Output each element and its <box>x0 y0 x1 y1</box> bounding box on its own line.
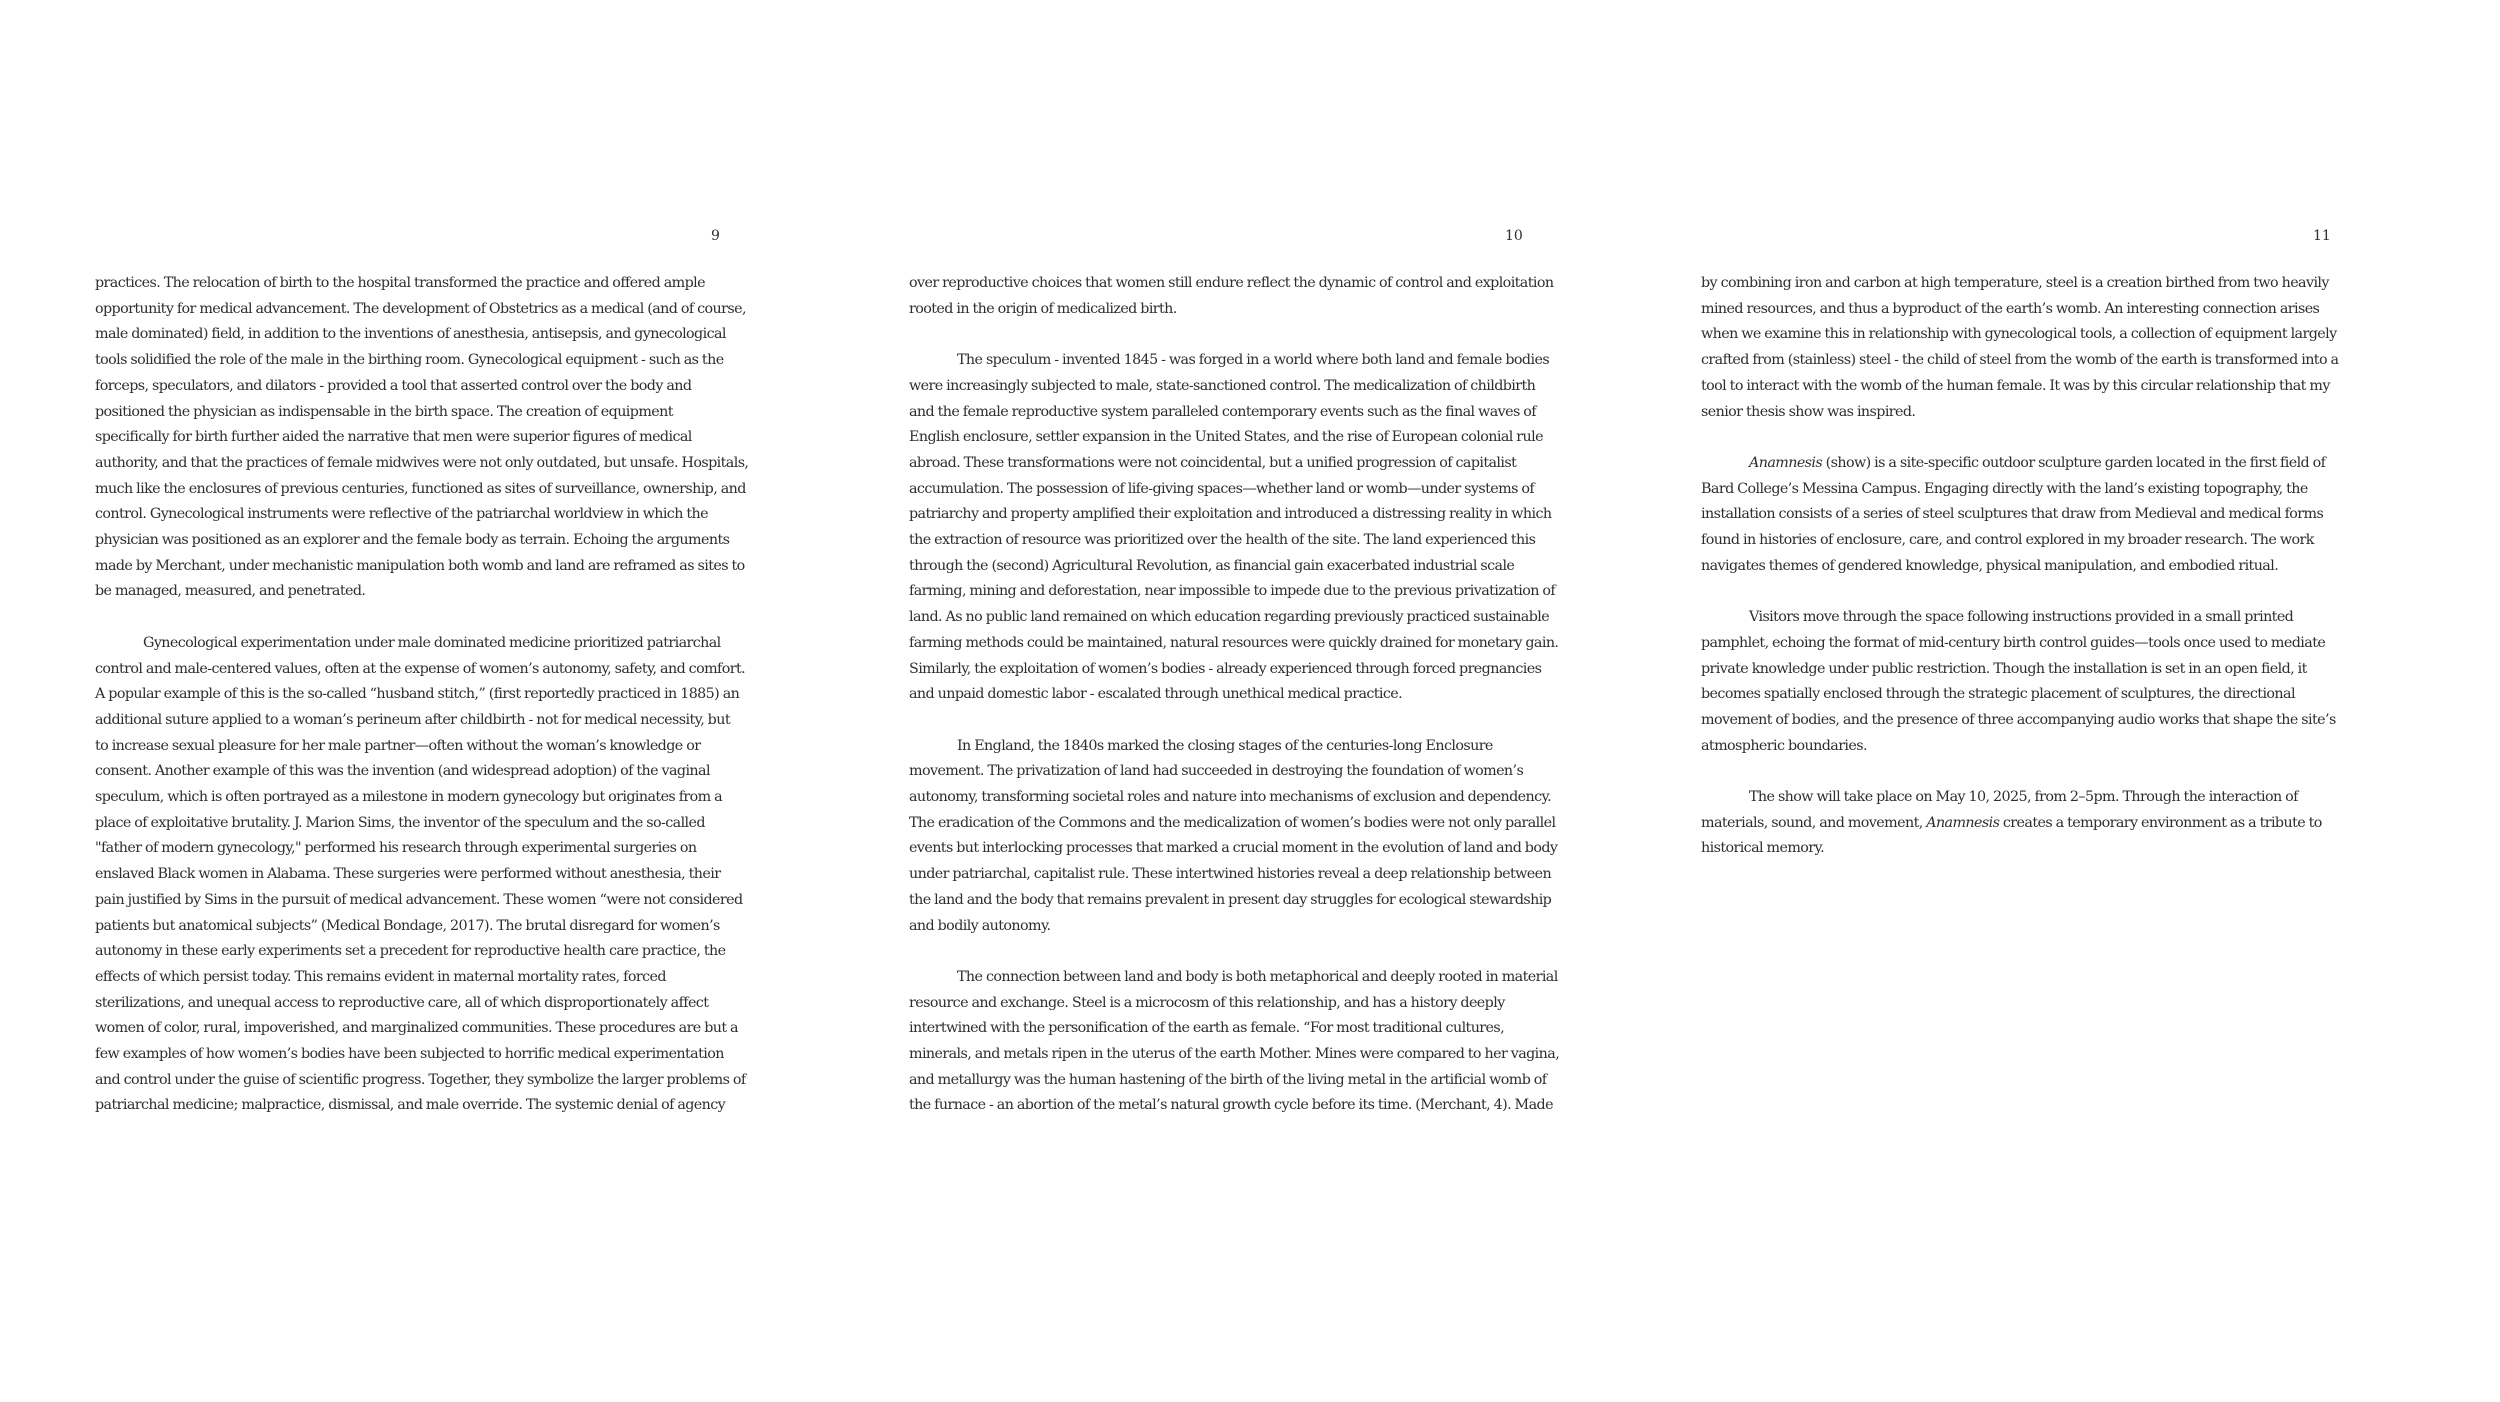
text-line: accumulation. The possession of life-giving spaces—whether land or womb—under systems of <box>909 480 1535 497</box>
text-line: effects of which persist today. This remains evident in maternal mortality rates, forced <box>95 968 666 985</box>
text-line: movement. The privatization of land had succeeded in destroying the foundation of women’s <box>909 763 1524 780</box>
text-line: practices. The relocation of birth to the hospital transformed the practice and offered ample <box>95 275 706 291</box>
text-line: and the female reproductive system paralleled contemporary events such as the final waves of <box>909 403 1536 420</box>
text-line <box>1701 811 2341 837</box>
text-line: crafted from (stainless) steel - the child of steel from the womb of the earth is transformed into a <box>1701 352 2339 369</box>
text-line: were increasingly subjected to male, state-sanctioned control. The medicalization of childbirth <box>909 377 1536 394</box>
text-line: pamphlet, echoing the format of mid-century birth control guides—tools once used to mediate <box>1701 634 2326 651</box>
text-line: atmospheric boundaries. <box>1701 737 1867 754</box>
text-line: be managed, measured, and penetrated. <box>95 583 366 600</box>
text-line: much like the enclosures of previous centuries, functioned as sites of surveillance, ownership, and <box>95 480 746 497</box>
text-line: private knowledge under public restriction. Though the installation is set in an open field, it <box>1701 660 2307 677</box>
page-number: 9 <box>711 228 720 244</box>
text-line <box>1701 451 2341 477</box>
text-run: creates a temporary environment as a tribute to <box>1999 814 2322 831</box>
page-body <box>1701 271 2341 888</box>
text-line: farming, mining and deforestation, near impossible to impede due to the previous privatization of <box>909 583 1556 600</box>
text-line: through the (second) Agricultural Revolution, as financial gain exacerbated industrial scale <box>909 557 1515 574</box>
paragraph <box>1701 605 2341 759</box>
text-line: over reproductive choices that women still endure reflect the dynamic of control and exploitation <box>909 275 1554 291</box>
text-line: the extraction of resource was prioritized over the health of the site. The land experienced this <box>909 532 1536 549</box>
text-line: rooted in the origin of medicalized birth. <box>909 300 1177 317</box>
text-line: autonomy, transforming societal roles and nature into mechanisms of exclusion and dependency. <box>909 789 1552 806</box>
text-line: and control under the guise of scientific progress. Together, they symbolize the larger problems of <box>95 1071 746 1088</box>
text-line: made by Merchant, under mechanistic manipulation both womb and land are reframed as sites to <box>95 557 745 574</box>
text-line: additional suture applied to a woman’s perineum after childbirth - not for medical necessity, but <box>95 711 730 728</box>
text-line: land. As no public land remained on which education regarding previously practiced sustainable <box>909 609 1550 626</box>
text-line: to increase sexual pleasure for her male partner—often without the woman’s knowledge or <box>95 737 701 754</box>
paragraph <box>95 271 749 605</box>
text-line: male dominated) field, in addition to the inventions of anesthesia, antisepsis, and gynecological <box>95 326 726 343</box>
text-line: positioned the physician as indispensable in the birth space. The creation of equipment <box>95 403 673 420</box>
text-line: In England, the 1840s marked the closing stages of the centuries-long Enclosure <box>957 737 1493 754</box>
text-line: abroad. These transformations were not coincidental, but a unified progression of capitalist <box>909 454 1517 471</box>
text-line: intertwined with the personification of the earth as female. “For most traditional cultures, <box>909 1020 1505 1037</box>
text-line: A popular example of this is the so-called “husband stitch,” (first reportedly practiced in 1885) an <box>95 686 740 703</box>
text-line: mined resources, and thus a byproduct of the earth’s womb. An interesting connection arises <box>1701 300 2320 317</box>
paragraph <box>909 271 1554 322</box>
paragraph <box>1701 271 2341 425</box>
page-11 <box>1701 0 2341 1402</box>
text-line: the furnace - an abortion of the metal’s natural growth cycle before its time. (Merchant, 4). Made <box>909 1097 1553 1114</box>
text-run: (show) is a site-specific outdoor sculpture garden located in the first field of <box>1822 454 2326 471</box>
text-line: under patriarchal, capitalist rule. These intertwined histories reveal a deep relationship between <box>909 866 1552 883</box>
text-line: control and male-centered values, often at the expense of women’s autonomy, safety, and comfort. <box>95 660 746 677</box>
text-line: when we examine this in relationship with gynecological tools, a collection of equipment largely <box>1701 326 2337 343</box>
text-line: autonomy in these early experiments set a precedent for reproductive health care practice, the <box>95 943 726 960</box>
text-line: navigates themes of gendered knowledge, physical manipulation, and embodied ritual. <box>1701 557 2279 574</box>
text-line: tool to interact with the womb of the human female. It was by this circular relationship that my <box>1701 377 2330 394</box>
text-line: physician was positioned as an explorer and the female body as terrain. Echoing the arguments <box>95 532 730 549</box>
text-line: English enclosure, settler expansion in the United States, and the rise of European colonial rule <box>909 429 1543 446</box>
text-line: Gynecological experimentation under male dominated medicine prioritized patriarchal <box>143 634 721 651</box>
text-line: Similarly, the exploitation of women’s bodies - already experienced through forced pregnancies <box>909 660 1542 677</box>
text-line: patients but anatomical subjects” (Medical Bondage, 2017). The brutal disregard for women’s <box>95 917 720 934</box>
text-line: The eradication of the Commons and the medicalization of women’s bodies were not only parallel <box>909 814 1556 831</box>
text-line: the land and the body that remains prevalent in present day struggles for ecological stewardship <box>909 891 1552 908</box>
text-line: becomes spatially enclosed through the strategic placement of sculptures, the directional <box>1701 686 2295 703</box>
paragraph <box>95 631 746 1119</box>
text-line: and metallurgy was the human hastening of the birth of the living metal in the artificial womb of <box>909 1071 1547 1088</box>
text-line: opportunity for medical advancement. The development of Obstetrics as a medical (and of course, <box>95 300 746 317</box>
text-line: enslaved Black women in Alabama. These surgeries were performed without anesthesia, their <box>95 866 721 883</box>
page-body <box>909 271 1560 1145</box>
page-number: 10 <box>1505 228 1523 244</box>
text-line: minerals, and metals ripen in the uterus of the earth Mother. Mines were compared to her vagina, <box>909 1046 1560 1063</box>
text-line: control. Gynecological instruments were reflective of the patriarchal worldview in which the <box>95 506 708 523</box>
page-10 <box>909 0 1560 1402</box>
paragraph <box>909 965 1560 1119</box>
text-line: senior thesis show was inspired. <box>1701 403 1916 420</box>
text-line: sterilizations, and unequal access to reproductive care, all of which disproportionately affect <box>95 994 709 1011</box>
text-line: "father of modern gynecology," performed his research through experimental surgeries on <box>95 840 697 857</box>
show-title: Anamnesis <box>1749 454 1823 471</box>
text-line: and bodily autonomy. <box>909 917 1051 934</box>
text-line: found in histories of enclosure, care, and control explored in my broader research. The work <box>1701 532 2314 549</box>
text-line: The show will take place on May 10, 2025, from 2–5pm. Through the interaction of <box>1749 789 2298 806</box>
text-line: and unpaid domestic labor - escalated through unethical medical practice. <box>909 686 1403 703</box>
text-line: speculum, which is often portrayed as a milestone in modern gynecology but originates from a <box>95 789 723 806</box>
text-line: women of color, rural, impoverished, and marginalized communities. These procedures are but a <box>95 1020 738 1037</box>
text-line: The speculum - invented 1845 - was forged in a world where both land and female bodies <box>957 352 1550 369</box>
paragraph <box>909 734 1558 940</box>
paragraph <box>1701 785 2341 862</box>
page-9 <box>95 0 749 1402</box>
paragraph <box>909 348 1559 708</box>
text-line: pain justified by Sims in the pursuit of medical advancement. These women “were not considered <box>95 891 743 908</box>
text-line: forceps, speculators, and dilators - provided a tool that asserted control over the body and <box>95 377 692 394</box>
text-line: Visitors move through the space following instructions provided in a small printed <box>1749 609 2294 626</box>
text-line: resource and exchange. Steel is a microcosm of this relationship, and has a history deeply <box>909 994 1505 1011</box>
text-run: materials, sound, and movement, <box>1701 814 1927 831</box>
text-line: The connection between land and body is both metaphorical and deeply rooted in material <box>957 968 1558 985</box>
text-line: specifically for birth further aided the narrative that men were superior figures of medical <box>95 429 692 446</box>
text-line: authority, and that the practices of female midwives were not only outdated, but unsafe. Hospitals, <box>95 454 749 471</box>
text-line: historical memory. <box>1701 840 1825 857</box>
show-title: Anamnesis <box>1926 814 2000 831</box>
paragraph <box>1701 451 2341 580</box>
page-number: 11 <box>2313 228 2331 244</box>
text-line: tools solidified the role of the male in the birthing room. Gynecological equipment - such as the <box>95 352 724 369</box>
text-line: movement of bodies, and the presence of three accompanying audio works that shape the site’s <box>1701 711 2336 728</box>
text-line: place of exploitative brutality. J. Marion Sims, the inventor of the speculum and the so-called <box>95 814 705 831</box>
text-line: installation consists of a series of steel sculptures that draw from Medieval and medical forms <box>1701 506 2324 523</box>
text-line: consent. Another example of this was the invention (and widespread adoption) of the vaginal <box>95 763 710 780</box>
text-line: patriarchy and property amplified their exploitation and introduced a distressing reality in which <box>909 506 1552 523</box>
text-line: Bard College’s Messina Campus. Engaging directly with the land’s existing topography, the <box>1701 480 2308 497</box>
text-line: by combining iron and carbon at high temperature, steel is a creation birthed from two heavily <box>1701 275 2329 291</box>
text-line: few examples of how women’s bodies have been subjected to horrific medical experimentation <box>95 1046 724 1063</box>
text-line: farming methods could be maintained, natural resources were quickly drained for monetary gain. <box>909 634 1559 651</box>
page-body <box>95 271 749 1145</box>
text-line: patriarchal medicine; malpractice, dismissal, and male override. The systemic denial of agency <box>95 1097 726 1114</box>
text-line: events but interlocking processes that marked a crucial moment in the evolution of land and body <box>909 840 1558 857</box>
